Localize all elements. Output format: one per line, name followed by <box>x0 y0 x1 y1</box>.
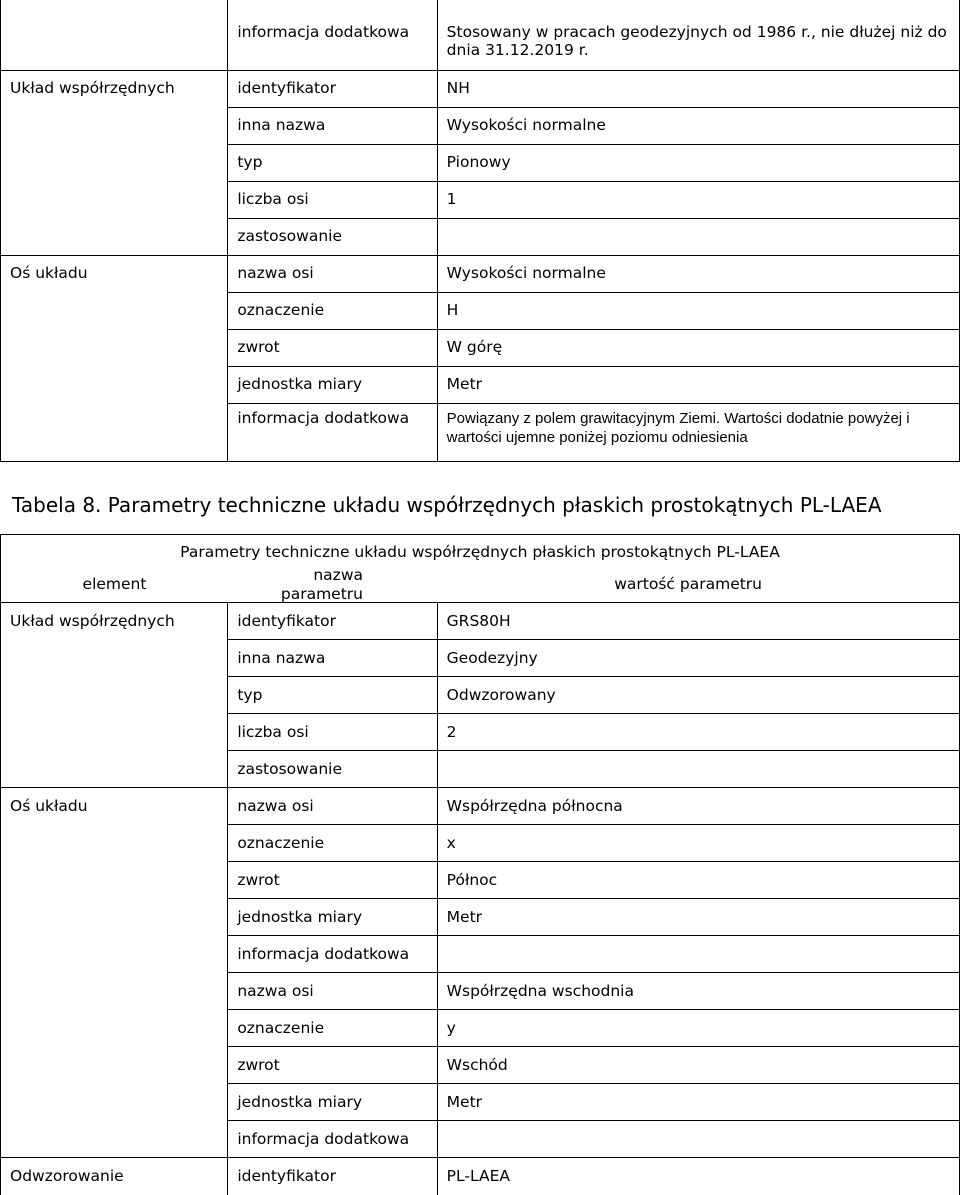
element-cell: Oś układu <box>1 255 228 292</box>
pl-laea-parameters-body <box>0 602 960 1195</box>
element-cell <box>1 403 228 461</box>
element-cell <box>1 0 228 70</box>
element-cell <box>1 218 228 255</box>
parameter-name-cell: typ <box>228 677 437 714</box>
element-cell <box>1 1084 228 1121</box>
parameter-name-cell: typ <box>228 144 437 181</box>
parameter-name-cell: zwrot <box>228 1047 437 1084</box>
parameter-value-cell: Metr <box>437 366 959 403</box>
parameter-name-cell: jednostka miary <box>228 366 437 403</box>
pl-laea-parameters-table <box>0 534 960 604</box>
element-cell <box>1 825 228 862</box>
parameter-name-cell: liczba osi <box>228 181 437 218</box>
element-cell <box>1 1010 228 1047</box>
table-row <box>1 70 960 107</box>
table-title: Parametry techniczne układu współrzędnych płaskich prostokątnych PL-LAEA <box>1 535 960 566</box>
parameter-value-cell: Stosowany w pracach geodezyjnych od 1986 r., nie dłużej niż do dnia 31.12.2019 r. <box>437 0 959 70</box>
element-cell <box>1 862 228 899</box>
table-row <box>1 788 960 825</box>
element-cell <box>1 1047 228 1084</box>
table-row <box>1 603 960 640</box>
element-cell <box>1 144 228 181</box>
table-row <box>1 973 960 1010</box>
element-cell <box>1 714 228 751</box>
parameter-value-cell <box>437 218 959 255</box>
table-row <box>1 825 960 862</box>
table-row <box>1 714 960 751</box>
parameter-value-cell: Odwzorowany <box>437 677 959 714</box>
parameter-name-cell: informacja dodatkowa <box>228 1121 437 1158</box>
table-row <box>1 292 960 329</box>
table-row <box>1 181 960 218</box>
parameter-name-cell: jednostka miary <box>228 899 437 936</box>
element-cell <box>1 936 228 973</box>
parameter-name-cell: nazwa osi <box>228 788 437 825</box>
parameter-name-cell: jednostka miary <box>228 1084 437 1121</box>
parameter-name-cell: identyfikator <box>228 70 437 107</box>
table-row <box>1 403 960 461</box>
element-cell <box>1 899 228 936</box>
parameter-value-cell: Metr <box>437 899 959 936</box>
parameter-value-cell: 2 <box>437 714 959 751</box>
element-cell <box>1 1121 228 1158</box>
table-row <box>1 677 960 714</box>
table-row <box>1 0 960 70</box>
table-row <box>1 366 960 403</box>
table-row <box>1 329 960 366</box>
table-row <box>1 899 960 936</box>
top-parameters-table <box>0 0 960 462</box>
parameter-value-cell: W górę <box>437 329 959 366</box>
parameter-name-cell: liczba osi <box>228 714 437 751</box>
parameter-name-cell: nazwa osi <box>228 973 437 1010</box>
parameter-name-cell: inna nazwa <box>228 107 437 144</box>
table-row <box>1 1121 960 1158</box>
parameter-value-cell: y <box>437 1010 959 1047</box>
table-title-row <box>1 535 960 566</box>
parameter-value-cell: Powiązany z polem grawitacyjnym Ziemi. Wartości dodatnie powyżej i wartości ujemne poniżej poziomu odniesienia <box>437 403 959 461</box>
parameter-name-cell: zwrot <box>228 862 437 899</box>
column-header-parameter-name: nazwa parametru <box>280 565 363 603</box>
element-cell <box>1 973 228 1010</box>
parameter-name-cell: identyfikator <box>228 1158 437 1195</box>
parameter-name-cell: zastosowanie <box>228 218 437 255</box>
table-row <box>1 936 960 973</box>
parameter-name-cell: oznaczenie <box>228 1010 437 1047</box>
element-cell: Odwzorowanie <box>1 1158 228 1195</box>
column-header-parameter-value: wartość parametru <box>390 566 960 604</box>
table-row <box>1 1047 960 1084</box>
element-cell: Układ współrzędnych <box>1 70 228 107</box>
element-cell <box>1 329 228 366</box>
parameter-value-cell: GRS80H <box>437 603 959 640</box>
parameter-value-cell: Geodezyjny <box>437 640 959 677</box>
parameter-value-cell: Północ <box>437 862 959 899</box>
parameter-value-cell: x <box>437 825 959 862</box>
header-row <box>1 566 960 604</box>
table-row <box>1 1010 960 1047</box>
element-cell: Układ współrzędnych <box>1 603 228 640</box>
parameter-value-cell: Współrzędna wschodnia <box>437 973 959 1010</box>
parameter-value-cell: Wysokości normalne <box>437 255 959 292</box>
parameter-name-cell: oznaczenie <box>228 292 437 329</box>
element-cell: Oś układu <box>1 788 228 825</box>
parameter-value-cell: 1 <box>437 181 959 218</box>
table-row <box>1 640 960 677</box>
element-cell <box>1 366 228 403</box>
element-cell <box>1 677 228 714</box>
column-header-element: element <box>1 566 229 604</box>
parameter-value-cell: PL-LAEA <box>437 1158 959 1195</box>
element-cell <box>1 751 228 788</box>
table-row <box>1 107 960 144</box>
parameter-name-cell: inna nazwa <box>228 640 437 677</box>
parameter-name-cell: zwrot <box>228 329 437 366</box>
element-cell <box>1 181 228 218</box>
table-row <box>1 1158 960 1195</box>
element-cell <box>1 640 228 677</box>
parameter-value-cell: Wysokości normalne <box>437 107 959 144</box>
parameter-name-cell: informacja dodatkowa <box>228 403 437 461</box>
parameter-name-cell: informacja dodatkowa <box>228 0 437 70</box>
parameter-value-cell: NH <box>437 70 959 107</box>
table-row <box>1 862 960 899</box>
table-row <box>1 218 960 255</box>
parameter-value-cell: H <box>437 292 959 329</box>
table-row <box>1 1084 960 1121</box>
parameter-name-cell: identyfikator <box>228 603 437 640</box>
parameter-name-cell: oznaczenie <box>228 825 437 862</box>
table-caption: Tabela 8. Parametry techniczne układu współrzędnych płaskich prostokątnych PL-LAEA <box>12 493 882 517</box>
parameter-value-cell <box>437 751 959 788</box>
table-row <box>1 144 960 181</box>
parameter-name-cell: informacja dodatkowa <box>228 936 437 973</box>
parameter-name-cell: zastosowanie <box>228 751 437 788</box>
table-row <box>1 255 960 292</box>
element-cell <box>1 107 228 144</box>
parameter-value-cell: Pionowy <box>437 144 959 181</box>
parameter-value-cell: Współrzędna północna <box>437 788 959 825</box>
parameter-value-cell: Wschód <box>437 1047 959 1084</box>
parameter-value-cell <box>437 936 959 973</box>
element-cell <box>1 292 228 329</box>
parameter-value-cell <box>437 1121 959 1158</box>
parameter-name-cell: nazwa osi <box>228 255 437 292</box>
parameter-value-cell: Metr <box>437 1084 959 1121</box>
table-row <box>1 751 960 788</box>
